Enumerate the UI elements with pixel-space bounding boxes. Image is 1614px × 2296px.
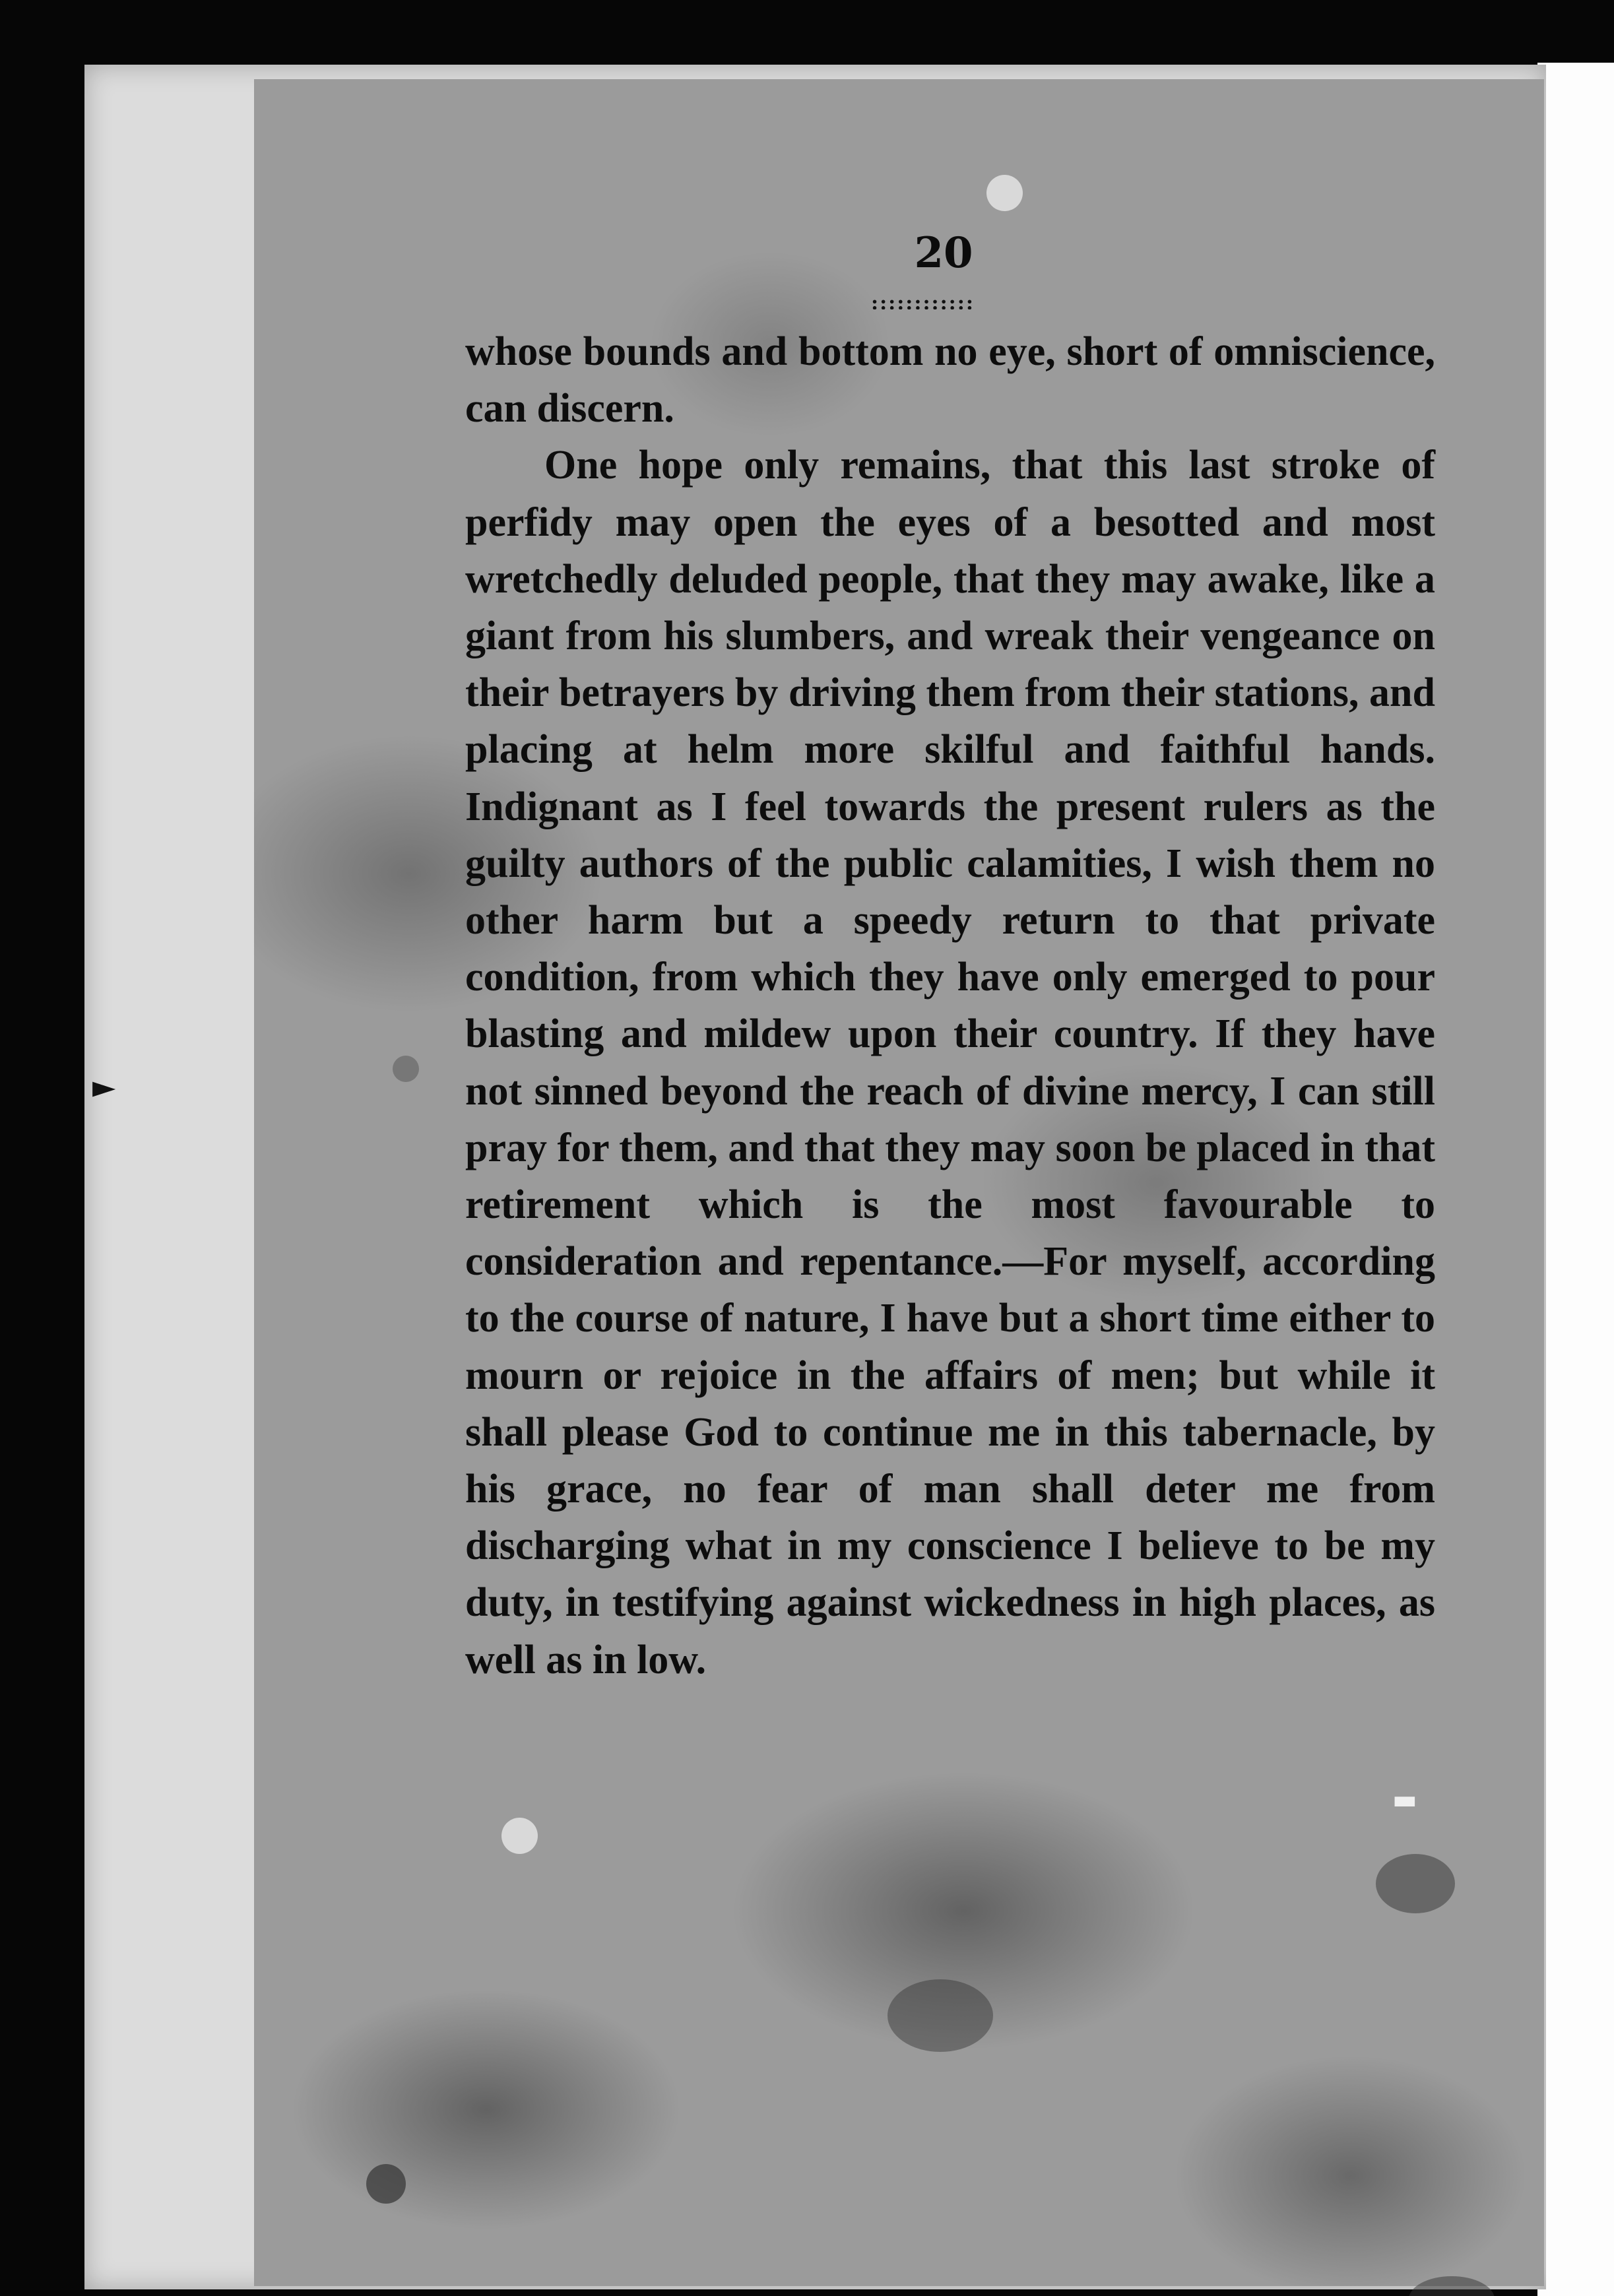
paragraph-continuation: whose bounds and bottom no eye, short of omniscience, can discern. bbox=[465, 329, 1435, 431]
body-text bbox=[465, 323, 1435, 1688]
paper-spot bbox=[986, 175, 1023, 211]
header-ornament: :::::::::::: bbox=[871, 294, 975, 309]
stain bbox=[366, 2164, 406, 2204]
stain bbox=[1376, 1854, 1455, 1913]
stain bbox=[1409, 2276, 1495, 2296]
paper-spot bbox=[501, 1818, 538, 1854]
stain bbox=[888, 1979, 993, 2052]
page-number: 20 bbox=[914, 228, 973, 278]
paragraph-main: One hope only remains, that this last stroke of perfidy may open the eyes of a besotted and most wretchedly deluded people, that they may awake, like a giant from his slumbers, and wreak their vengeance on their betrayers by driving them from their stations, and placing at helm more skilful and faithful hands. Indignant as I feel towards the present rulers as the guilty authors of the public calamities, I wish them no other harm but a speedy return to that private condition, from which they have only emerged to pour blasting and mildew upon their country. If they have not sinned beyond the reach of divine mercy, I can still pray for them, and that they may soon be placed in that retirement which is the most favourable to consideration and repentance.—For myself, according to the course of nature, I have but a short time either to mourn or rejoice in the affairs of men; but while it shall please God to continue me in this tabernacle, by his grace, no fear of man shall deter me from discharging what in my conscience I believe to be my duty, in testifying against wickedness in high places, as well as in low. bbox=[465, 443, 1435, 1682]
margin-white-mark: ▬ bbox=[1392, 1785, 1417, 1815]
stain bbox=[393, 1056, 419, 1082]
margin-arrow-mark: ► bbox=[92, 1069, 116, 1104]
scan-edge bbox=[1537, 63, 1614, 2296]
